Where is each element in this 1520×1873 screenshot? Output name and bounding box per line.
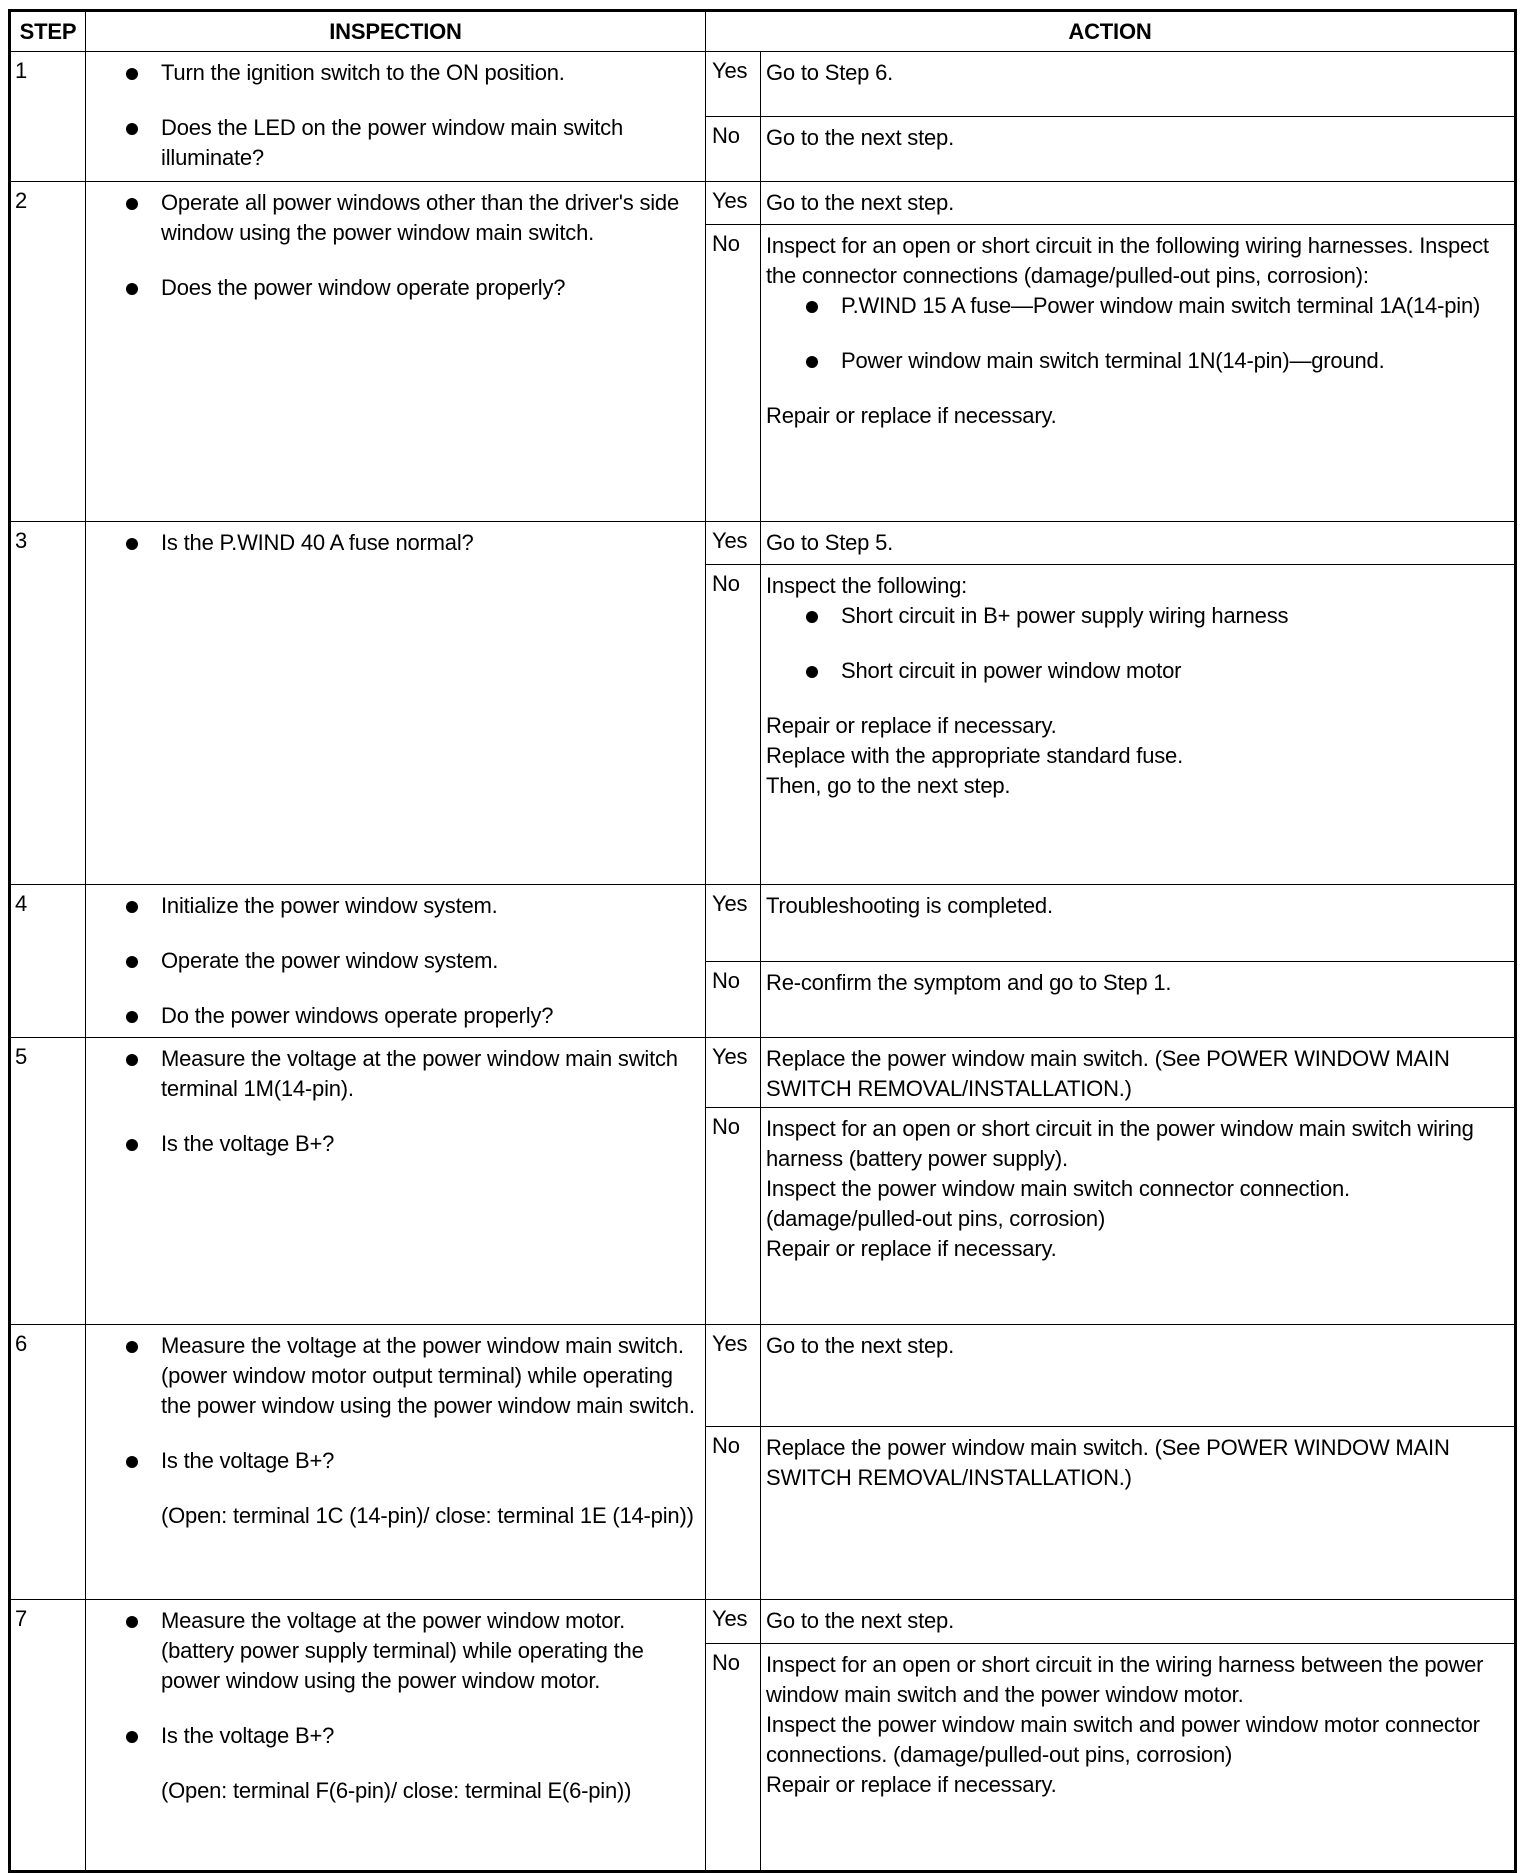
paragraph: Go to the next step. [766, 190, 955, 215]
paragraph: (Open: terminal F(6-pin)/ close: terminal E(6-pin)) [161, 1778, 632, 1803]
bullet-item: Measure the voltage at the power window main switch terminal 1M(14-pin). [126, 1044, 695, 1104]
no-action-text [761, 1108, 1514, 1324]
no-branch [706, 1427, 1514, 1599]
no-action-text [761, 962, 1514, 1037]
step-number: 5 [11, 1038, 86, 1324]
bullet-item: Is the voltage B+? [126, 1446, 695, 1476]
paragraph: Inspect for an open or short circuit in the wiring harness between the power window main switch and the power window motor. [766, 1652, 1484, 1707]
no-action-text [761, 1644, 1514, 1870]
yes-action-text [761, 182, 1514, 224]
yes-branch [706, 1038, 1514, 1108]
no-label: No [706, 117, 761, 181]
troubleshooting-table [8, 9, 1517, 1873]
yes-action-text [761, 1325, 1514, 1426]
bullet-item: Short circuit in B+ power supply wiring harness [806, 601, 1504, 631]
paragraph: Re-confirm the symptom and go to Step 1. [766, 970, 1172, 995]
inspection-cell [86, 1038, 706, 1324]
bullet-item: Power window main switch terminal 1N(14-pin)—ground. [806, 346, 1504, 376]
no-label: No [706, 1427, 761, 1599]
inspection-cell [86, 885, 706, 1037]
header-inspection: INSPECTION [86, 12, 706, 51]
inspection-cell [86, 1325, 706, 1599]
action-cell [706, 1038, 1514, 1324]
no-label: No [706, 1644, 761, 1870]
action-cell [706, 182, 1514, 521]
bullet-item: Turn the ignition switch to the ON position. [126, 58, 695, 88]
no-branch [706, 565, 1514, 884]
yes-label: Yes [706, 1325, 761, 1426]
header-action: ACTION [1068, 18, 1152, 44]
no-label: No [706, 565, 761, 884]
yes-label: Yes [706, 52, 761, 116]
paragraph: Repair or replace if necessary. [766, 713, 1057, 738]
bullet-item: Measure the voltage at the power window main switch. (power window motor output terminal) while operating the power window using the power window main switch. [126, 1331, 695, 1421]
yes-label: Yes [706, 885, 761, 961]
action-cell [706, 52, 1514, 181]
bullet-item: Is the P.WIND 40 A fuse normal? [126, 528, 695, 558]
table-header [11, 12, 1514, 52]
bullet-item: Short circuit in power window motor [806, 656, 1504, 686]
step-number: 2 [11, 182, 86, 521]
no-label: No [706, 1108, 761, 1324]
paragraph: Inspect the power window main switch and power window motor connector connections. (damage/pulled-out pins, corrosion) [766, 1712, 1480, 1767]
no-branch [706, 1108, 1514, 1324]
paragraph: Inspect for an open or short circuit in the following wiring harnesses. Inspect the connector connections (damage/pulled-out pins, corrosion): [766, 233, 1489, 288]
header-step: STEP [11, 12, 86, 51]
paragraph: Then, go to the next step. [766, 773, 1011, 798]
table-row-step-3 [11, 522, 1514, 885]
step-number: 4 [11, 885, 86, 1037]
yes-branch [706, 182, 1514, 225]
step-number: 3 [11, 522, 86, 884]
yes-branch [706, 1600, 1514, 1644]
table-row-step-2 [11, 182, 1514, 522]
yes-action-text [761, 1038, 1514, 1107]
action-cell [706, 1600, 1514, 1870]
no-label: No [706, 962, 761, 1037]
paragraph: Go to the next step. [766, 1608, 955, 1633]
paragraph: Go to Step 5. [766, 530, 894, 555]
bullet-item: Measure the voltage at the power window motor. (battery power supply terminal) while operating the power window using the power window motor. [126, 1606, 695, 1696]
no-branch [706, 117, 1514, 181]
yes-label: Yes [706, 182, 761, 224]
step-number: 6 [11, 1325, 86, 1599]
no-action-text [761, 565, 1514, 884]
yes-branch [706, 522, 1514, 565]
paragraph: Replace with the appropriate standard fuse. [766, 743, 1183, 768]
table-row-step-4 [11, 885, 1514, 1038]
bullet-item: Operate all power windows other than the driver's side window using the power window main switch. [126, 188, 695, 248]
no-action-text [761, 1427, 1514, 1599]
no-label: No [706, 225, 761, 521]
paragraph: Replace the power window main switch. (See POWER WINDOW MAIN SWITCH REMOVAL/INSTALLATION.) [766, 1046, 1450, 1101]
bullet-item: Does the LED on the power window main switch illuminate? [126, 113, 695, 173]
inspection-cell [86, 182, 706, 521]
paragraph: Replace the power window main switch. (See POWER WINDOW MAIN SWITCH REMOVAL/INSTALLATION.) [766, 1435, 1450, 1490]
table-row-step-5 [11, 1038, 1514, 1325]
no-branch [706, 962, 1514, 1037]
yes-action-text [761, 52, 1514, 116]
inspection-cell [86, 52, 706, 181]
table-row-step-1 [11, 52, 1514, 182]
bullet-item: P.WIND 15 A fuse—Power window main switch terminal 1A(14-pin) [806, 291, 1504, 321]
paragraph: Inspect for an open or short circuit in the power window main switch wiring harness (battery power supply). [766, 1116, 1474, 1171]
action-cell [706, 885, 1514, 1037]
yes-label: Yes [706, 1600, 761, 1643]
bullet-item: Is the voltage B+? [126, 1721, 695, 1751]
bullet-item: Do the power windows operate properly? [126, 1001, 695, 1031]
paragraph: Inspect the following: [766, 573, 968, 598]
action-cell [706, 522, 1514, 884]
paragraph: Repair or replace if necessary. [766, 1236, 1057, 1261]
no-branch [706, 225, 1514, 521]
table-body [11, 52, 1514, 1870]
table-row-step-6 [11, 1325, 1514, 1600]
step-number: 1 [11, 52, 86, 181]
bullet-item: Initialize the power window system. [126, 891, 695, 921]
yes-label: Yes [706, 522, 761, 564]
bullet-item: Does the power window operate properly? [126, 273, 695, 303]
action-cell [706, 1325, 1514, 1599]
yes-branch [706, 52, 1514, 117]
paragraph: Go to Step 6. [766, 60, 894, 85]
paragraph: Troubleshooting is completed. [766, 893, 1053, 918]
paragraph: Go to the next step. [766, 125, 955, 150]
yes-branch [706, 885, 1514, 962]
yes-label: Yes [706, 1038, 761, 1107]
paragraph: Inspect the power window main switch connector connection. (damage/pulled-out pins, corrosion) [766, 1176, 1350, 1231]
paragraph: Repair or replace if necessary. [766, 1772, 1057, 1797]
step-number: 7 [11, 1600, 86, 1870]
no-action-text [761, 225, 1514, 521]
yes-action-text [761, 1600, 1514, 1643]
inspection-cell [86, 522, 706, 884]
paragraph: Repair or replace if necessary. [766, 403, 1057, 428]
paragraph: Go to the next step. [766, 1333, 955, 1358]
no-branch [706, 1644, 1514, 1870]
bullet-item: Is the voltage B+? [126, 1129, 695, 1159]
paragraph: (Open: terminal 1C (14-pin)/ close: terminal 1E (14-pin)) [161, 1503, 694, 1528]
yes-action-text [761, 522, 1514, 564]
bullet-item: Operate the power window system. [126, 946, 695, 976]
inspection-cell [86, 1600, 706, 1870]
yes-branch [706, 1325, 1514, 1427]
no-action-text [761, 117, 1514, 181]
table-row-step-7 [11, 1600, 1514, 1870]
yes-action-text [761, 885, 1514, 961]
